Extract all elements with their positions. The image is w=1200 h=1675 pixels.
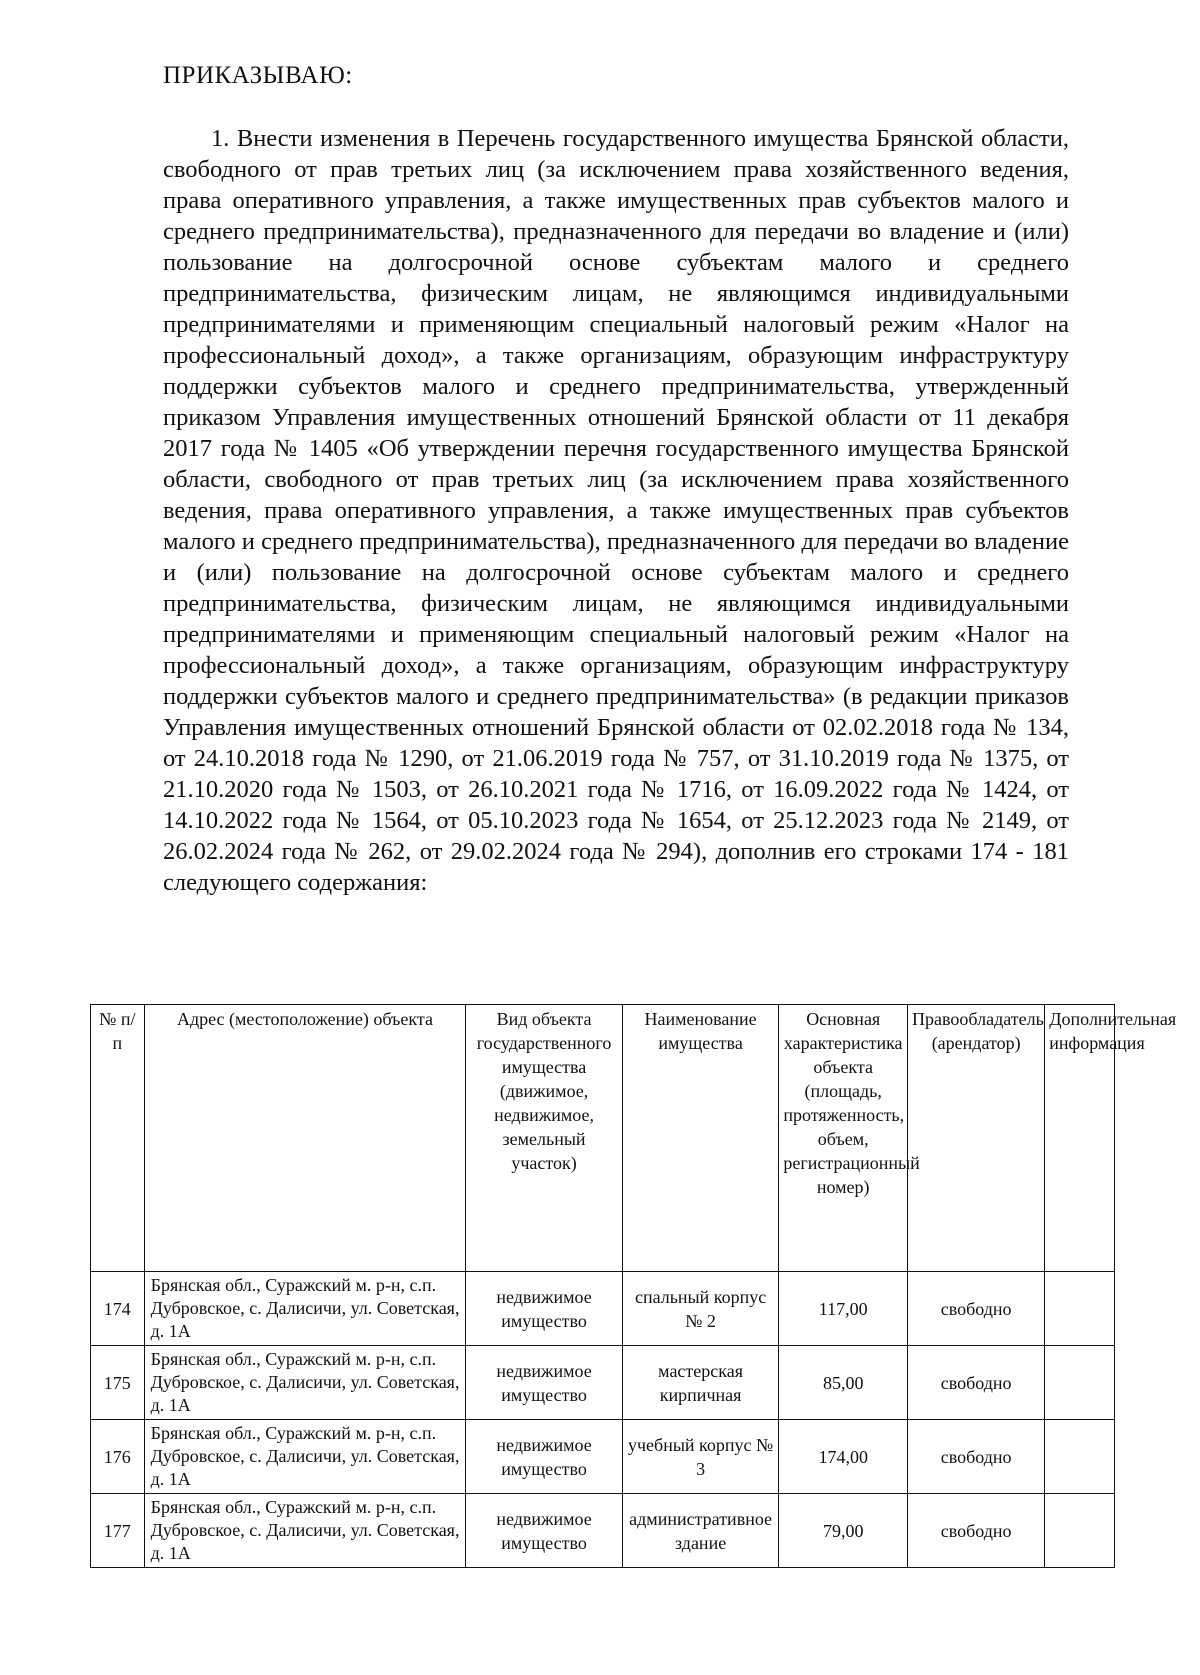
header-address: Адрес (местоположение) объекта xyxy=(144,1005,466,1272)
cell-no: 174 xyxy=(91,1272,145,1346)
cell-address: Брянская обл., Суражский м. р-н, с.п. Дубровское, с. Далисичи, ул. Советская, д. 1А xyxy=(144,1420,466,1494)
cell-name: мастерская кирпичная xyxy=(622,1346,779,1420)
cell-kind: недвижимое имущество xyxy=(466,1272,623,1346)
cell-holder: свободно xyxy=(908,1346,1045,1420)
table-header xyxy=(91,1005,1177,1272)
cell-characteristic: 79,00 xyxy=(779,1494,908,1568)
cell-holder: свободно xyxy=(908,1420,1045,1494)
header-name: Наименование имущества xyxy=(622,1005,779,1272)
property-table xyxy=(90,1004,1177,1568)
cell-extra xyxy=(1045,1420,1115,1494)
cell-no: 177 xyxy=(91,1494,145,1568)
cell-kind: недвижимое имущество xyxy=(466,1420,623,1494)
cell-kind: недвижимое имущество xyxy=(466,1494,623,1568)
cell-no: 175 xyxy=(91,1346,145,1420)
order-heading: ПРИКАЗЫВАЮ: xyxy=(163,62,353,89)
cell-kind: недвижимое имущество xyxy=(466,1346,623,1420)
table-row xyxy=(91,1420,1115,1494)
header-holder: Правообладатель (арендатор) xyxy=(908,1005,1045,1272)
header-no: № п/п xyxy=(91,1005,145,1272)
cell-holder: свободно xyxy=(908,1494,1045,1568)
order-paragraph xyxy=(163,123,1069,898)
cell-characteristic: 85,00 xyxy=(779,1346,908,1420)
table-row xyxy=(91,1272,1115,1346)
cell-holder: свободно xyxy=(908,1272,1045,1346)
header-extra: Дополнительная информация xyxy=(1045,1005,1115,1272)
cell-address: Брянская обл., Суражский м. р-н, с.п. Дубровское, с. Далисичи, ул. Советская, д. 1А xyxy=(144,1346,466,1420)
cell-name: спальный корпус № 2 xyxy=(622,1272,779,1346)
paragraph-text: 1. Внести изменения в Перечень государственного имущества Брянской области, свободного от прав третьих лиц (за исключением права хозяйственного ведения, права оперативного управления, а также имущественных прав субъектов малого и среднего предпринимательства), предназначенного для передачи во владение и (или) пользование на долгосрочной основе субъектам малого и среднего предпринимательства, физическим лицам, не являющимся индивидуальными предпринимателями и применяющим специальный налоговый режим «Налог на профессиональный доход», а также организациям, образующим инфраструктуру поддержки субъектов малого и среднего предпринимательства, утвержденный приказом Управления имущественных отношений Брянской области от 11 декабря 2017 года № 1405 «Об утверждении перечня государственного имущества Брянской области, свободного от прав третьих лиц (за исключением права хозяйственного ведения, права оперативного управления, а также имущественных прав субъектов малого и среднего предпринимательства), предназначенного для передачи во владение и (или) пользование на долгосрочной основе субъектам малого и среднего предпринимательства, физическим лицам, не являющимся индивидуальными предпринимателями и применяющим специальный налоговый режим «Налог на профессиональный доход», а также организациям, образующим инфраструктуру поддержки субъектов малого и среднего предпринимательства» (в редакции приказов Управления имущественных отношений Брянской области от 02.02.2018 года № 134, от 24.10.2018 года № 1290, от 21.06.2019 года № 757, от 31.10.2019 года № 1375, от 21.10.2020 года № 1503, от 26.10.2021 года № 1716, от 16.09.2022 года № 1424, от 14.10.2022 года № 1564, от 05.10.2023 года № 1654, от 25.12.2023 года № 2149, от 26.02.2024 года № 262, от 29.02.2024 года № 294), дополнив его строками 174 - 181 следующего содержания: xyxy=(163,125,1069,896)
cell-characteristic: 117,00 xyxy=(779,1272,908,1346)
table-row xyxy=(91,1346,1115,1420)
cell-address: Брянская обл., Суражский м. р-н, с.п. Дубровское, с. Далисичи, ул. Советская, д. 1А xyxy=(144,1272,466,1346)
table-header-row xyxy=(91,1005,1115,1272)
cell-name: учебный корпус № 3 xyxy=(622,1420,779,1494)
cell-extra xyxy=(1045,1346,1115,1420)
cell-no: 176 xyxy=(91,1420,145,1494)
cell-characteristic: 174,00 xyxy=(779,1420,908,1494)
table-row xyxy=(91,1494,1115,1568)
header-kind: Вид объекта государственного имущества (движимое, недвижимое, земельный участок) xyxy=(466,1005,623,1272)
table-body xyxy=(91,1272,1115,1568)
cell-extra xyxy=(1045,1494,1115,1568)
cell-name: административное здание xyxy=(622,1494,779,1568)
cell-address: Брянская обл., Суражский м. р-н, с.п. Дубровское, с. Далисичи, ул. Советская, д. 1А xyxy=(144,1494,466,1568)
cell-extra xyxy=(1045,1272,1115,1346)
header-characteristic: Основная характеристика объекта (площадь, протяженность, объем, регистрационный номер) xyxy=(779,1005,908,1272)
